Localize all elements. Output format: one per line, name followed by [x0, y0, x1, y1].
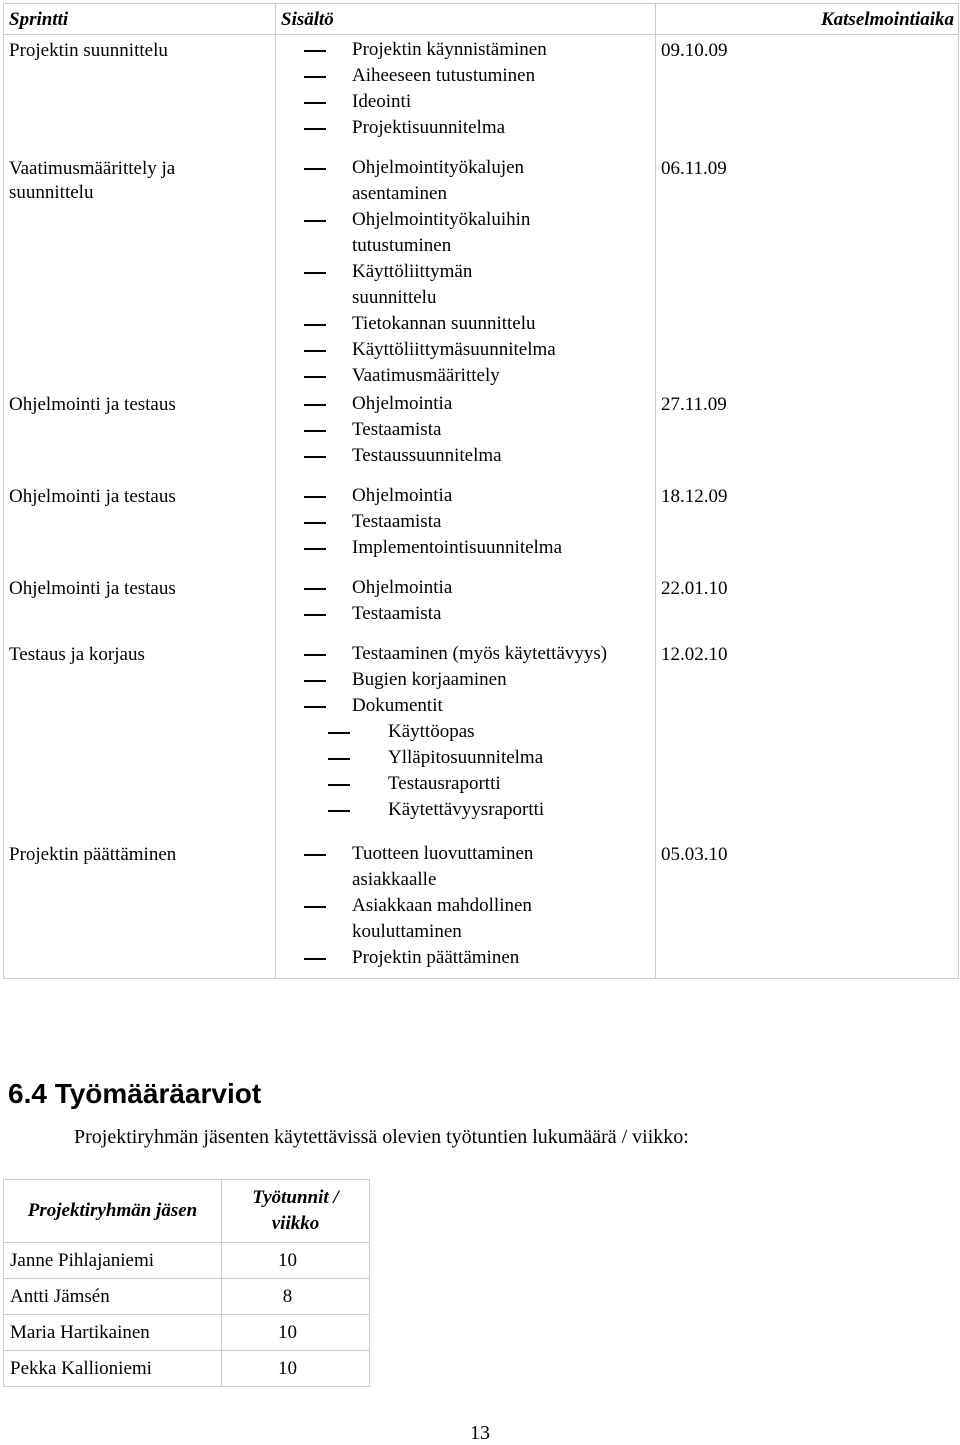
content-item: Implementointisuunnitelma: [276, 535, 655, 561]
header-review-date: Katselmointiaika: [820, 9, 954, 30]
sprint-content-list: [276, 153, 556, 389]
content-item: Testaussuunnitelma: [276, 443, 655, 469]
content-item: Tuotteen luovuttaminen asiakkaalle: [276, 841, 576, 893]
review-date: 12.02.10: [661, 643, 728, 665]
review-date: 06.11.09: [661, 157, 727, 179]
review-date: 18.12.09: [661, 485, 728, 507]
content-subitem: Testausraportti: [276, 771, 655, 797]
member-name: Janne Pihlajaniemi: [4, 1243, 222, 1279]
sprint-phase: Ohjelmointi ja testaus: [9, 485, 176, 507]
content-item: Ohjelmointia: [276, 391, 655, 417]
member-table-header: [4, 1180, 370, 1243]
sprint-row: [4, 839, 959, 979]
sprint-phase: Projektin suunnittelu: [9, 40, 168, 61]
sprint-row: [4, 389, 959, 481]
member-row: [4, 1315, 370, 1351]
content-item: Projektin käynnistäminen: [276, 37, 655, 63]
sprint-table: [3, 3, 959, 979]
page-number: 13: [470, 1422, 490, 1444]
content-item: Testaamista: [276, 417, 655, 443]
content-item: Dokumentit: [276, 693, 655, 719]
sprint-content-list: [276, 389, 655, 469]
content-item: Aiheeseen tutustuminen: [276, 63, 655, 89]
sprint-phase: Testaus ja korjaus: [9, 643, 145, 665]
content-subitem: Käytettävyysraportti: [276, 797, 655, 823]
content-item: Asiakkaan mahdollinen kouluttaminen: [276, 893, 576, 945]
member-name: Maria Hartikainen: [4, 1315, 222, 1351]
section-text: Projektiryhmän jäsenten käytettävissä olevien työtuntien lukumäärä / viikko:: [74, 1126, 689, 1148]
content-subitem: Ylläpitosuunnitelma: [276, 745, 655, 771]
sprint-phase: Ohjelmointi ja testaus: [9, 393, 176, 415]
member-row: [4, 1279, 370, 1315]
header-hours: Työtunnit / viikko: [222, 1180, 370, 1243]
sprint-phase: Ohjelmointi ja testaus: [9, 577, 176, 599]
content-item: Ohjelmointia: [276, 575, 655, 601]
content-item: Ohjelmointityökaluihin tutustuminen: [276, 207, 556, 259]
sprint-phase: Projektin päättäminen: [9, 843, 177, 865]
sprint-content-list: [276, 35, 655, 141]
content-item: Vaatimusmäärittely: [276, 363, 556, 389]
member-name: Antti Jämsén: [4, 1279, 222, 1315]
sprint-content-list: [276, 639, 655, 823]
member-hours: 10: [222, 1243, 370, 1279]
content-item: Projektin päättäminen: [276, 945, 576, 971]
member-row: [4, 1351, 370, 1387]
sprint-phase: Vaatimusmäärittely ja suunnittelu: [9, 157, 176, 203]
section-title: 6.4 Työmääräarviot: [8, 1078, 262, 1109]
content-item: Tietokannan suunnittelu: [276, 311, 556, 337]
review-date: 05.03.10: [661, 843, 728, 865]
content-item: Testaamista: [276, 601, 655, 627]
sprint-row: [4, 639, 959, 839]
member-hours-table: [3, 1179, 370, 1387]
member-hours: 10: [222, 1315, 370, 1351]
member-hours: 8: [222, 1279, 370, 1315]
content-item: Käyttöliittymän suunnittelu: [276, 259, 556, 311]
sprint-content-list: [276, 573, 655, 627]
content-item: Projektisuunnitelma: [276, 115, 655, 141]
sprint-row: [4, 153, 959, 389]
member-row: [4, 1243, 370, 1279]
review-date: 09.10.09: [661, 40, 728, 61]
sprint-content-list: [276, 839, 576, 971]
content-item: Testaaminen (myös käytettävyys): [276, 641, 655, 667]
review-date: 27.11.09: [661, 393, 727, 415]
content-item: Bugien korjaaminen: [276, 667, 655, 693]
review-date: 22.01.10: [661, 577, 728, 599]
header-sprint: Sprintti: [9, 9, 69, 30]
sprint-row: [4, 573, 959, 639]
sprint-table-header: [4, 4, 959, 35]
content-item: Ohjelmointityökalujen asentaminen: [276, 155, 556, 207]
sprint-content-list: [276, 481, 655, 561]
content-item: Ideointi: [276, 89, 655, 115]
content-item: Käyttöliittymäsuunnitelma: [276, 337, 556, 363]
content-item: Ohjelmointia: [276, 483, 655, 509]
sprint-row: [4, 481, 959, 573]
member-hours: 10: [222, 1351, 370, 1387]
member-name: Pekka Kallioniemi: [4, 1351, 222, 1387]
header-content: Sisältö: [281, 9, 334, 30]
content-item: Testaamista: [276, 509, 655, 535]
header-member: Projektiryhmän jäsen: [4, 1180, 222, 1243]
sprint-row: [4, 35, 959, 153]
content-subitem: Käyttöopas: [276, 719, 655, 745]
